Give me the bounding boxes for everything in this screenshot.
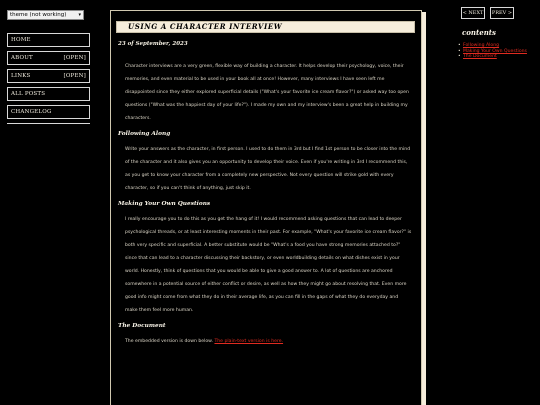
- main-panel-shadow: [422, 12, 426, 405]
- prev-button[interactable]: PREV >: [490, 7, 514, 19]
- nav-item-label: ALL POSTS: [11, 91, 46, 97]
- plain-text-link[interactable]: The plain-text version is here.: [214, 339, 284, 344]
- toc-link-following-along[interactable]: Following Along: [463, 43, 500, 48]
- nav-item-open-toggle[interactable]: [OPEN]: [63, 73, 86, 79]
- section-heading-making-questions: Making Your Own Questions: [118, 201, 211, 207]
- toc-link-document[interactable]: The Document: [463, 54, 497, 60]
- next-button[interactable]: < NEXT: [461, 7, 485, 19]
- nav-divider: [7, 123, 90, 124]
- contents-title: contents: [462, 28, 496, 37]
- theme-select-value: theme (not working): [10, 12, 67, 18]
- nav-item-about[interactable]: [7, 51, 90, 65]
- section-heading-following-along: Following Along: [118, 131, 171, 137]
- nav-item-label: HOME: [11, 37, 31, 43]
- table-of-contents: [458, 43, 538, 60]
- section-heading-document: The Document: [118, 323, 166, 329]
- nav-item-label: ABOUT: [11, 55, 33, 61]
- nav-item-label: LINKS: [11, 73, 31, 79]
- nav-item-links[interactable]: [7, 69, 90, 83]
- toc-item: [458, 54, 538, 60]
- sidebar-nav: [7, 33, 90, 130]
- article-body: [118, 41, 418, 348]
- document-text: The embedded version is down below.: [125, 339, 215, 344]
- nav-item-open-toggle[interactable]: [OPEN]: [63, 55, 86, 61]
- toc-link-making-questions[interactable]: Making Your Own Questions: [463, 48, 527, 54]
- section-paragraph: Write your answers as the character, in first person. I used to do them in 3rd but I find 1st person to be closer into the mind of the character and it also gives you an opportunity to develop their voice. Even if you're writing in 3rd I recommend this, as you get to know your character from a completely new perspective. Not every question will strike gold with every character, so if you can't think of anything, just skip it.: [125, 147, 411, 191]
- nav-item-all-posts[interactable]: [7, 87, 90, 101]
- intro-paragraph: Character interviews are a very green, flexible way of building a character. It helps develop their psychology, voice, their memories, and even material to be used in your book all at once! However, many interviews I have seen left me disappointed since they either explored superficial details ("What's your favorite ice cream flavor?") or asked way too open questions ("What was the happiest day of your life?"). I made my own and my interview's been a great help in building my characters.: [125, 64, 409, 121]
- nav-item-changelog[interactable]: [7, 105, 90, 119]
- section-paragraph: [118, 335, 418, 348]
- nav-item-label: CHANGELOG: [11, 109, 52, 115]
- post-date: 23 of September, 2023: [118, 41, 188, 47]
- chevron-down-icon: ▾: [78, 12, 81, 18]
- theme-select[interactable]: [7, 10, 84, 20]
- section-paragraph: I really encourage you to do this as you get the hang of it! I would recommend asking questions that can lead to deeper psychological threads, or at least interesting moments in their past. For example, "What's your favorite ice cream flavor?" is both very specific and superficial. A better substitute would be "What's a food you have strong memories attached to?" since that can lead to a character discussing their backstory, or even worldbuilding details on what dishes exist in your world. Honestly, think of questions that you would be able to give a good answer to. A lot of questions are anchored somewhere in a potential source of either conflict or desire, as well as how they might go about resolving that. Even more good info might come from what they do in their average life, as you can fill in the gaps of what they do everyday and make them feel more human.: [125, 217, 412, 313]
- nav-item-home[interactable]: [7, 33, 90, 47]
- page-title: USING A CHARACTER INTERVIEW: [116, 21, 415, 33]
